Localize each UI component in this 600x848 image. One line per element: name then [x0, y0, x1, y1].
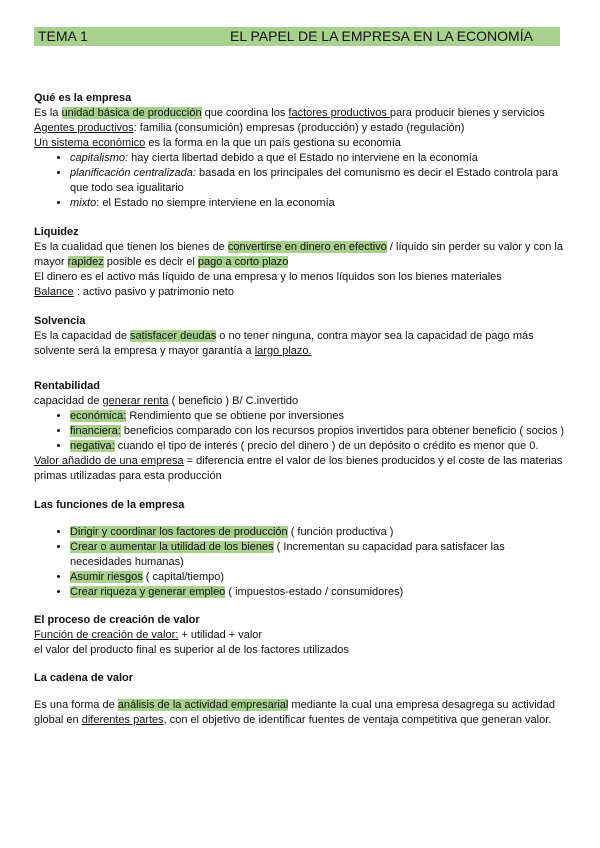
- paragraph: Balance : activo pasivo y patrimonio neto: [34, 286, 234, 298]
- list-item: • Crear o aumentar la utilidad de los bienes ( Incrementan su capacidad para satisfacer las necesidades humanas): [70, 540, 569, 570]
- bullet-list: [34, 409, 569, 454]
- list-item: • negativa: cuando el tipo de interés ( precio del dinero ) de un depósito o crédito es menor que 0.: [70, 439, 569, 454]
- section-heading-solvencia: Solvencia: [34, 315, 86, 327]
- bullet-list: [34, 525, 569, 600]
- paragraph: Función de creación de valor: + utilidad + valor: [34, 629, 263, 641]
- topic-number: TEMA 1: [38, 28, 88, 44]
- list-item: • Asumir riesgos ( capital/tiempo): [70, 570, 569, 585]
- paragraph: Es una forma de análisis de la actividad empresarial mediante la cual una empresa desagrega su actividad global en diferentes partes, con el objetivo de identificar fuentes de ventaja competitiva que generan valor.: [34, 699, 555, 726]
- paragraph: Es la unidad básica de producción que coordina los factores productivos para producir bienes y servicios: [34, 107, 545, 119]
- document-title: EL PAPEL DE LA EMPRESA EN LA ECONOMÍA: [230, 28, 533, 44]
- paragraph: Es la capacidad de satisfacer deudas o no tener ninguna, contra mayor sea la capacidad de pago más solvente será la empresa y mayor garantía a largo plazo.: [34, 330, 534, 357]
- paragraph: El dinero es el activo más líquido de una empresa y lo menos líquidos son los bienes materiales: [34, 271, 502, 283]
- bullet-list: [34, 151, 569, 211]
- list-item: • Dirigir y coordinar los factores de producción ( función productiva ): [70, 525, 569, 540]
- list-item: • mixto: el Estado no siempre interviene en la economía: [70, 196, 569, 211]
- list-item: • financiera: beneficios comparado con los recursos propios invertidos para obtener beneficio ( socios ): [70, 424, 569, 439]
- section-heading-funciones: Las funciones de la empresa: [34, 499, 185, 511]
- paragraph: Valor añadido de una empresa = diferencia entre el valor de los bienes producidos y el coste de las materias primas utilizadas para esta producción: [34, 455, 563, 482]
- paragraph: Es la cualidad que tienen los bienes de convertirse en dinero en efectivo / líquido sin perder su valor y con la mayor rapidez posible es decir el pago a corto plazo: [34, 241, 563, 268]
- paragraph: Un sistema económico es la forma en la que un país gestiona su economía: [34, 137, 401, 149]
- section-heading-proceso: El proceso de creación de valor: [34, 614, 200, 626]
- section-heading-rentabilidad: Rentabilidad: [34, 380, 101, 392]
- list-item: • Crear riqueza y generar empleo ( impuestos-estado / consumidores): [70, 585, 569, 600]
- header-bar: [34, 27, 560, 46]
- list-item: • económica: Rendimiento que se obtiene por inversiones: [70, 409, 569, 424]
- paragraph: Agentes productivos: familia (consumición) empresas (producción) y estado (regulación): [34, 122, 465, 134]
- section-heading-empresa: Qué es la empresa: [34, 92, 132, 104]
- list-item: • capitalismo: hay cierta libertad debido a que el Estado no interviene en la economía: [70, 151, 569, 166]
- highlight: unidad básica de producción: [61, 107, 202, 119]
- paragraph: el valor del producto final es superior al de los factores utilizados: [34, 644, 349, 656]
- paragraph: capacidad de generar renta ( beneficio ) B/ C.invertido: [34, 395, 299, 407]
- list-item: • planificación centralizada: basada en los principales del comunismo es decir el Estado controla para que todo sea igualitario: [70, 166, 569, 196]
- section-heading-cadena: La cadena de valor: [34, 672, 134, 684]
- section-heading-liquidez: Liquidez: [34, 226, 79, 238]
- notes-content: [34, 91, 569, 728]
